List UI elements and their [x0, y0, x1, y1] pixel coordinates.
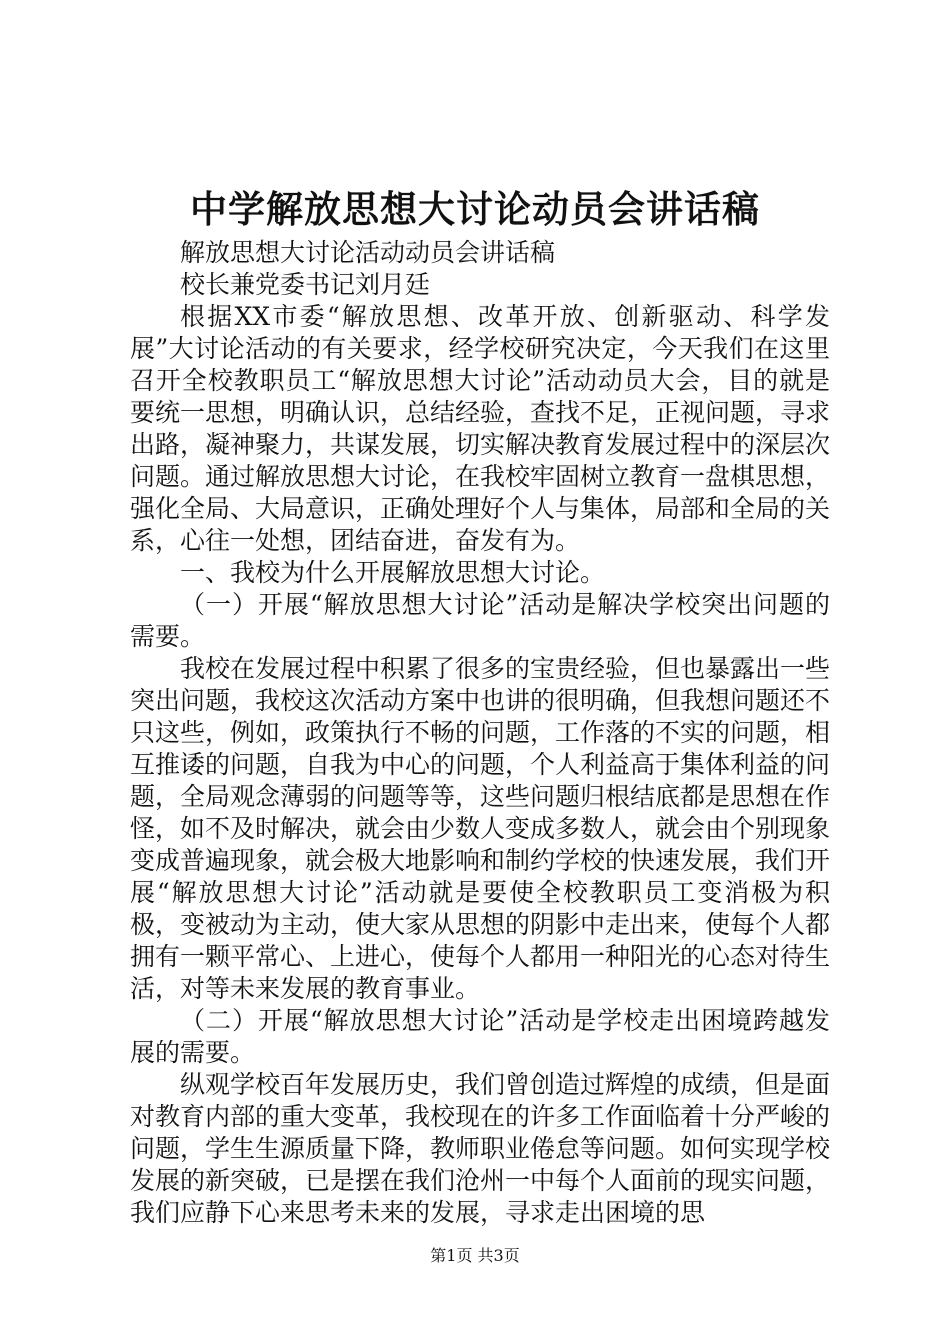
body-paragraph-1: 我校在发展过程中积累了很多的宝贵经验，但也暴露出一些突出问题，我校这次活动方案中也讲的很明确，但我想问题还不只这些，例如，政策执行不畅的问题，工作落的不实的问题，相互推诿的问题，自我为中心的问题，个人利益高于集体利益的问题，全局观念薄弱的问题等等，这些问题归根结底都是思想在作怪，如不及时解决，就会由少数人变成多数人，就会由个别现象变成普遍现象，就会极大地影响和制约学校的快速发展，我们开展“解放思想大讨论”活动就是要使全校教职员工变消极为积极，变被动为主动，使大家从思想的阴影中走出来，使每个人都拥有一颗平常心、上进心，使每个人都用一种阳光的心态对待生活，对等未来发展的教育事业。 — [130, 654, 831, 1003]
subtitle-paragraph: 解放思想大讨论活动动员会讲话稿 — [180, 238, 556, 267]
subsection-heading-2: （二）开展“解放思想大讨论”活动是学校走出困境跨越发展的需要。 — [130, 1006, 830, 1067]
subsection-heading-1: （一）开展“解放思想大讨论”活动是解决学校突出问题的需要。 — [130, 590, 830, 651]
page-footer: 第1页 共3页 — [430, 1246, 520, 1265]
section-heading-1: 一、我校为什么开展解放思想大讨论。 — [180, 558, 606, 587]
document-title: 中学解放思想大讨论动员会讲话稿 — [190, 187, 760, 231]
intro-paragraph: 根据XX市委“解放思想、改革开放、创新驱动、科学发展”大讨论活动的有关要求，经学校研究决定，今天我们在这里召开全校教职员工“解放思想大讨论”活动动员大会，目的就是要统一思想，明确认识，总结经验，查找不足，正视问题，寻求出路，凝神聚力，共谋发展，切实解决教育发展过程中的深层次问题。通过解放思想大讨论，在我校牢固树立教育一盘棋思想，强化全局、大局意识，正确处理好个人与集体，局部和全局的关系，心往一处想，团结奋进，奋发有为。 — [130, 302, 831, 555]
document-body — [130, 237, 830, 1229]
speaker-line: 校长兼党委书记刘月廷 — [180, 270, 431, 299]
body-paragraph-2: 纵观学校百年发展历史，我们曾创造过辉煌的成绩，但是面对教育内部的重大变革，我校现在的许多工作面临着十分严峻的问题，学生生源质量下降，教师职业倦怠等问题。如何实现学校发展的新突破，已是摆在我们沧州一中每个人面前的现实问题，我们应静下心来思考未来的发展，寻求走出困境的思 — [130, 1070, 831, 1227]
